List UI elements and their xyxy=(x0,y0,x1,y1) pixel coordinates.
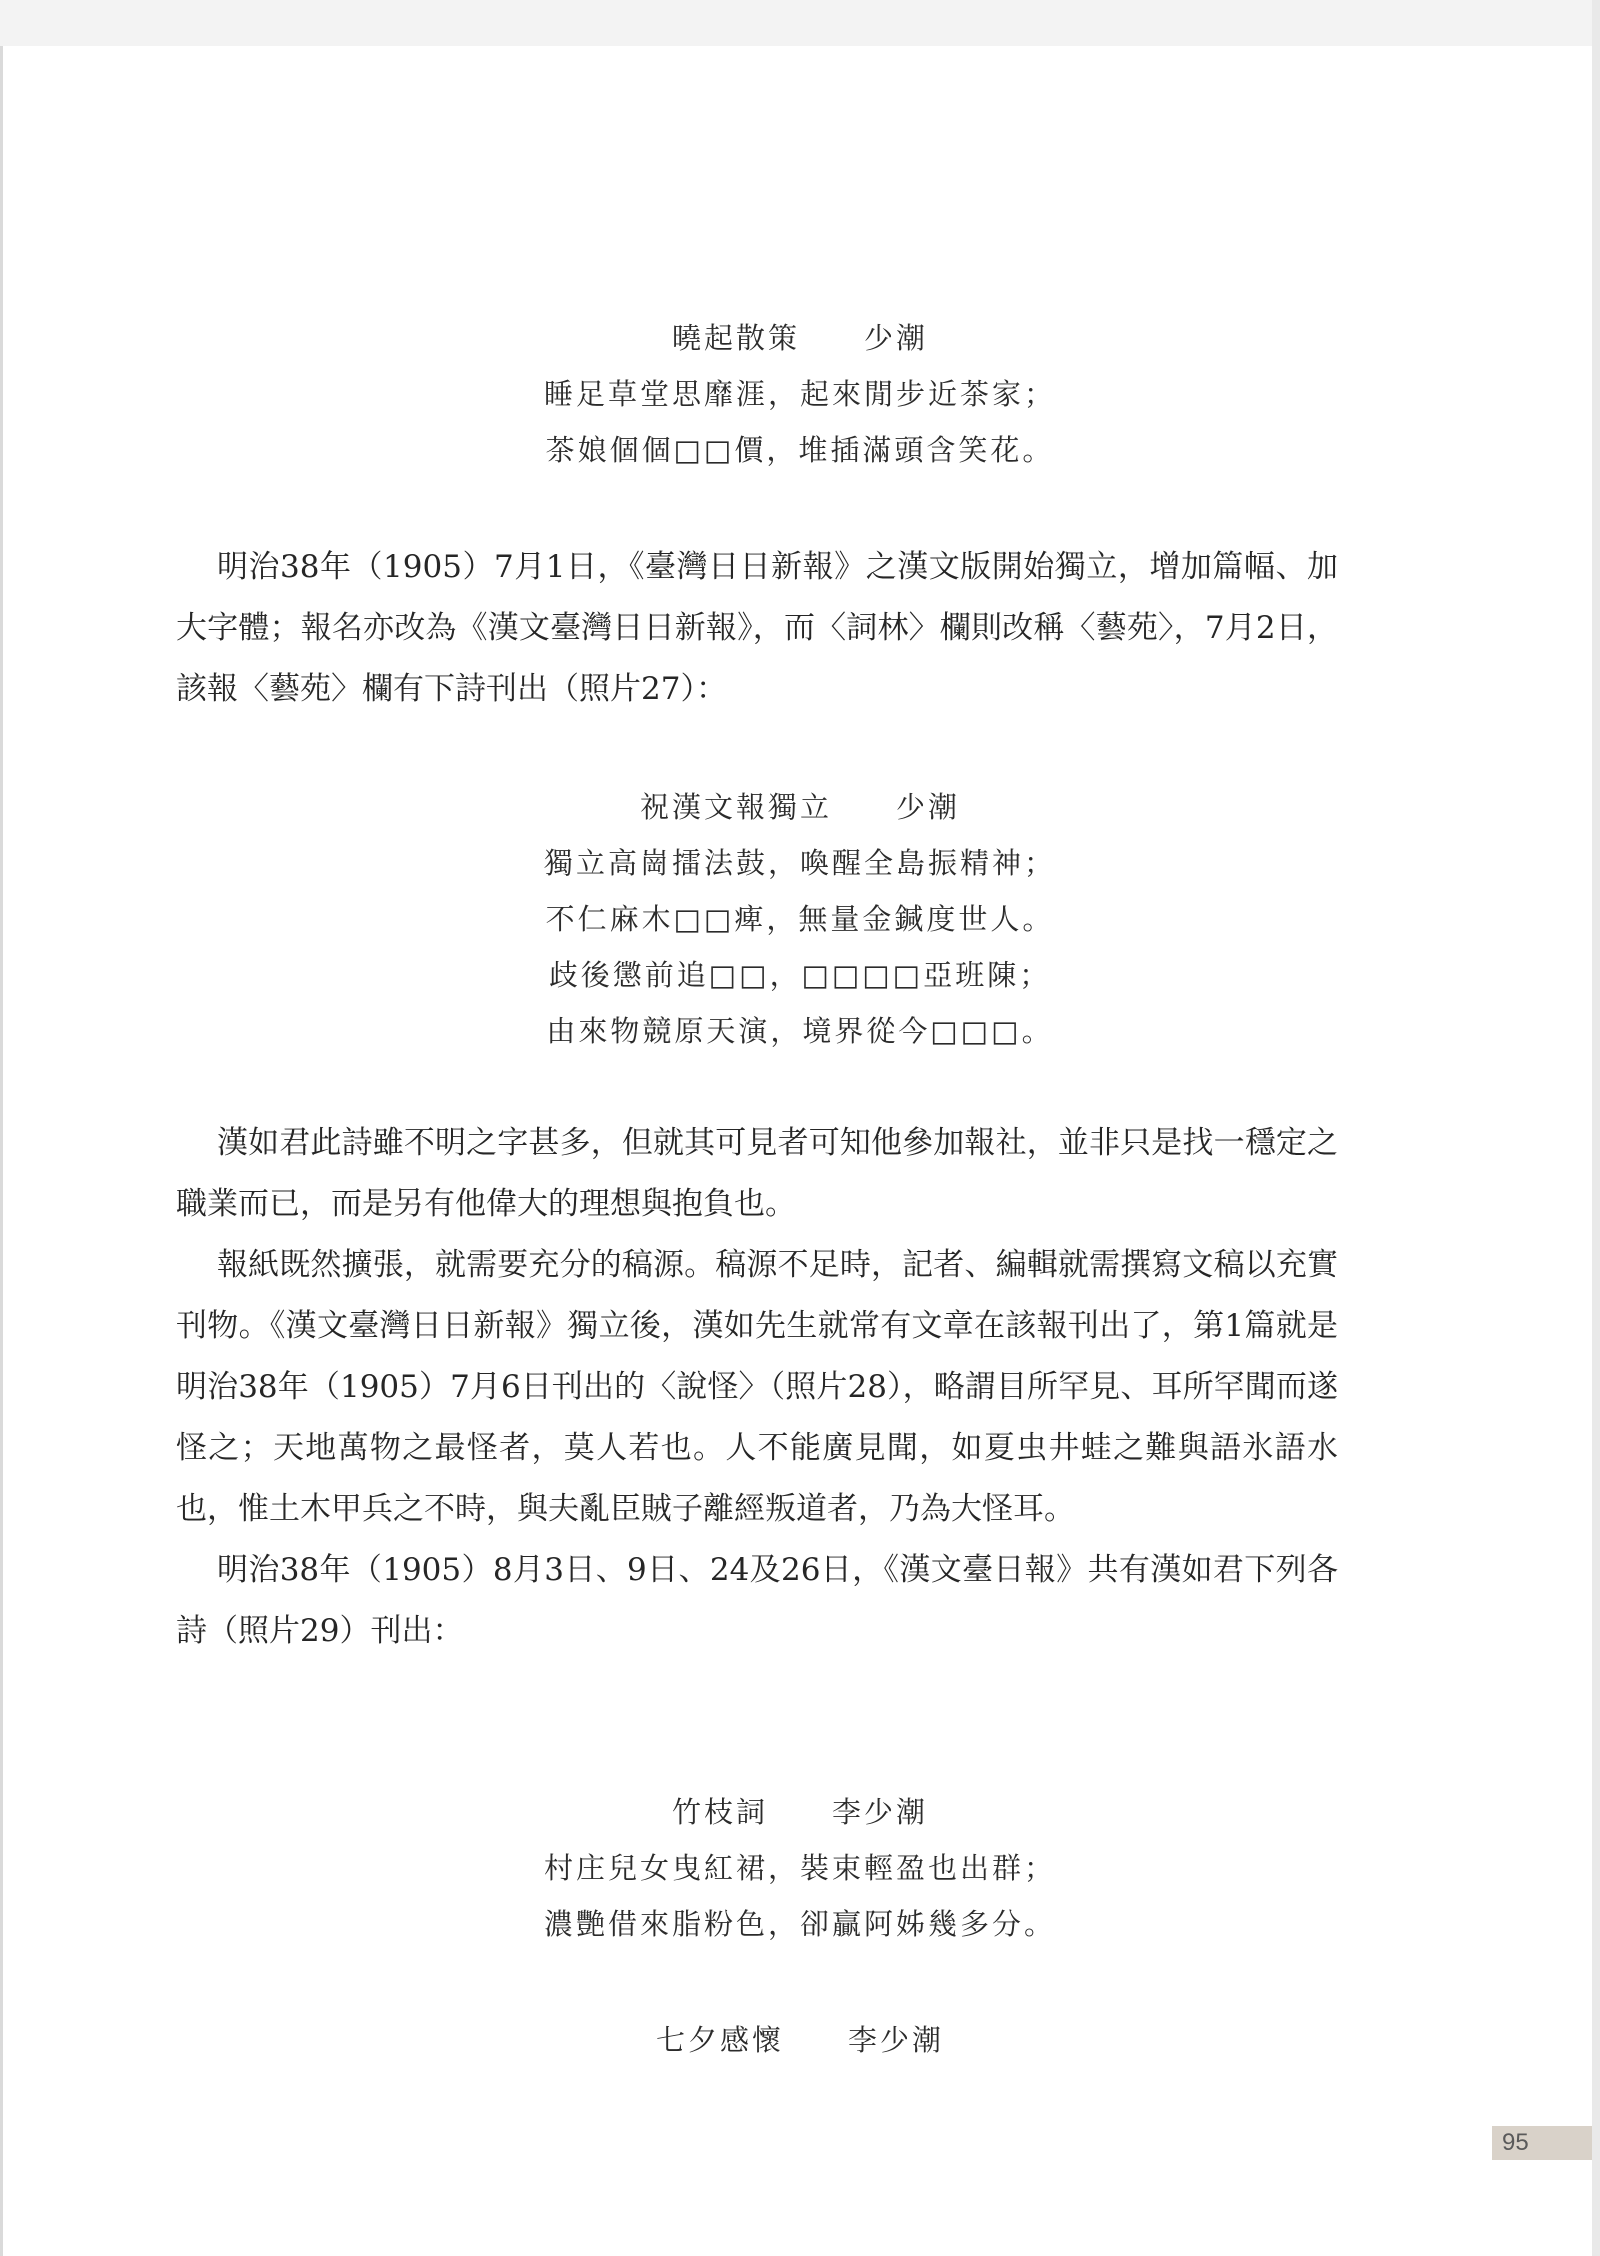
poem-title: 曉起散策 xyxy=(671,321,800,355)
poem-title-row xyxy=(0,2012,1600,2068)
poem-celebrate-independence xyxy=(0,779,1600,1059)
body-text-block-1 xyxy=(176,537,1338,720)
poem-bamboo-branch xyxy=(0,1784,1600,1952)
poem-author: 少潮 xyxy=(864,321,929,355)
paragraph: 明治38年（1905）7月1日，《臺灣日日新報》之漢文版開始獨立，增加篇幅、加大字體；報名亦改為《漢文臺灣日日新報》，而〈詞林〉欄則改稱〈藝苑〉，7月2日，該報〈藝苑〉欄有下詩刊出（照片27）： xyxy=(176,549,1338,707)
paragraph: 明治38年（1905）8月3日、9日、24及26日，《漢文臺日報》共有漢如君下列各詩（照片29）刊出： xyxy=(176,1552,1338,1649)
page-number: 95 xyxy=(1492,2126,1592,2160)
poem-line: 村庄兒女曳紅裙，裝束輕盈也出群； xyxy=(543,1851,1056,1885)
poem-qixi xyxy=(0,2012,1600,2068)
paragraph: 漢如君此詩雖不明之字甚多，但就其可見者可知他參加報社，並非只是找一穩定之職業而已，而是另有他偉大的理想與抱負也。 xyxy=(176,1125,1338,1222)
poem-line: 不仁麻木□□痺，無量金鍼度世人。 xyxy=(545,902,1055,936)
poem-line: 茶娘個個□□價，堆插滿頭含笑花。 xyxy=(545,433,1055,467)
poem-title: 七夕感懷 xyxy=(655,2023,784,2057)
poem-title: 祝漢文報獨立 xyxy=(639,790,832,824)
poem-line: 歧後懲前追□□，□□□□亞班陳； xyxy=(548,958,1052,992)
poem-line: 獨立高崗擂法鼓，喚醒全島振精神； xyxy=(543,846,1056,880)
poem-author: 李少潮 xyxy=(848,2023,945,2057)
poem-line: 由來物競原天演，境界從今□□□。 xyxy=(546,1014,1054,1048)
poem-line: 濃艷借來脂粉色，卻贏阿姊幾多分。 xyxy=(543,1907,1056,1941)
poem-morning-stroll xyxy=(0,310,1600,478)
poem-author: 李少潮 xyxy=(832,1795,929,1829)
poem-title-row xyxy=(0,310,1600,366)
poem-author: 少潮 xyxy=(896,790,961,824)
poem-title: 竹枝詞 xyxy=(671,1795,768,1829)
poem-title-row xyxy=(0,779,1600,835)
scan-top-band xyxy=(0,0,1600,46)
body-text-block-2 xyxy=(176,1113,1338,1662)
paragraph: 報紙既然擴張，就需要充分的稿源。稿源不足時，記者、編輯就需撰寫文稿以充實刊物。《漢文臺灣日日新報》獨立後，漢如先生就常有文章在該報刊出了，第1篇就是明治38年（1905）7月6日刊出的〈說怪〉（照片28），略謂目所罕見、耳所罕聞而遂怪之；天地萬物之最怪者，莫人若也。人不能廣見聞，如夏虫井蛙之難與語氷語水也，惟土木甲兵之不時，與夫亂臣賊子離經叛道者，乃為大怪耳。 xyxy=(176,1247,1338,1527)
poem-line: 睡足草堂思靡涯，起來閒步近茶家； xyxy=(543,377,1056,411)
poem-title-row xyxy=(0,1784,1600,1840)
